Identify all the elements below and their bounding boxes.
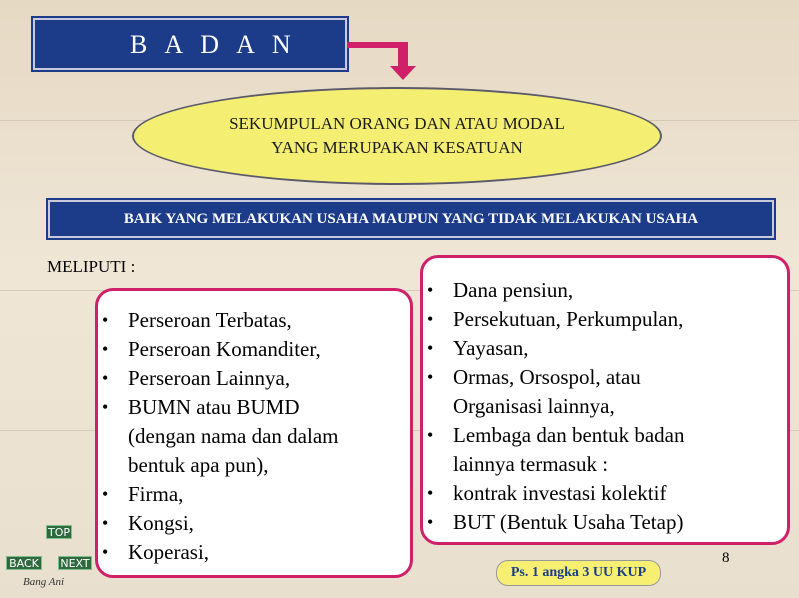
right-list-card	[420, 255, 790, 545]
list-item: • BUT (Bentuk Usaha Tetap)	[423, 508, 787, 537]
list-item: • Perseroan Terbatas,	[98, 306, 410, 335]
page-number: 8	[722, 550, 730, 566]
definition-ellipse	[132, 87, 662, 185]
list-item: • Perseroan Komanditer,	[98, 335, 410, 364]
list-item-continuation: bentuk apa pun),	[128, 453, 269, 477]
bullet-icon: •	[102, 310, 109, 330]
bullet-icon: •	[427, 512, 434, 532]
bullet-icon: •	[427, 338, 434, 358]
left-list-card	[95, 288, 413, 578]
arrow-down-icon	[390, 66, 416, 80]
scope-band	[48, 200, 774, 238]
bullet-icon: •	[102, 542, 109, 562]
list-item-continuation: (dengan nama dan dalam	[128, 424, 339, 448]
list-item: • Koperasi,	[98, 538, 410, 567]
list-item: • Persekutuan, Perkumpulan,	[423, 305, 787, 334]
next-button[interactable]: NEXT	[58, 556, 92, 570]
bullet-icon: •	[102, 397, 109, 417]
list-item: • Yayasan,	[423, 334, 787, 363]
bullet-icon: •	[102, 339, 109, 359]
list-item: • Perseroan Lainnya,	[98, 364, 410, 393]
top-button[interactable]: TOP	[47, 526, 70, 539]
bullet-icon: •	[427, 309, 434, 329]
back-button[interactable]: BACK	[6, 556, 42, 570]
list-item: • BUMN atau BUMD	[98, 393, 410, 422]
list-item: • Lembaga dan bentuk badan	[423, 421, 787, 450]
list-item: • Firma,	[98, 480, 410, 509]
title-box	[33, 18, 347, 70]
list-item: • Dana pensiun,	[423, 276, 787, 305]
list-item-continuation: Organisasi lainnya,	[453, 394, 615, 418]
author-label: Bang Ani	[23, 576, 65, 588]
definition-line-1: SEKUMPULAN ORANG DAN ATAU MODAL	[229, 114, 565, 133]
list-item: • Kongsi,	[98, 509, 410, 538]
list-item: • kontrak investasi kolektif	[423, 479, 787, 508]
bullet-icon: •	[102, 484, 109, 504]
meliputi-label: MELIPUTI :	[47, 257, 136, 276]
definition-line-2: YANG MERUPAKAN KESATUAN	[271, 138, 523, 157]
bullet-icon: •	[102, 513, 109, 533]
bullet-icon: •	[427, 425, 434, 445]
bullet-icon: •	[427, 280, 434, 300]
list-item-continuation: lainnya termasuk :	[453, 452, 609, 476]
list-item: • Ormas, Orsospol, atau	[423, 363, 787, 392]
source-reference: Ps. 1 angka 3 UU KUP	[496, 560, 661, 586]
connector-arrow-stem	[398, 42, 408, 68]
page-title: B A D A N	[130, 30, 297, 59]
bullet-icon: •	[427, 367, 434, 387]
scope-text: BAIK YANG MELAKUKAN USAHA MAUPUN YANG TIDAK MELAKUKAN USAHA	[123, 210, 699, 227]
bullet-icon: •	[102, 368, 109, 388]
bullet-icon: •	[427, 483, 434, 503]
